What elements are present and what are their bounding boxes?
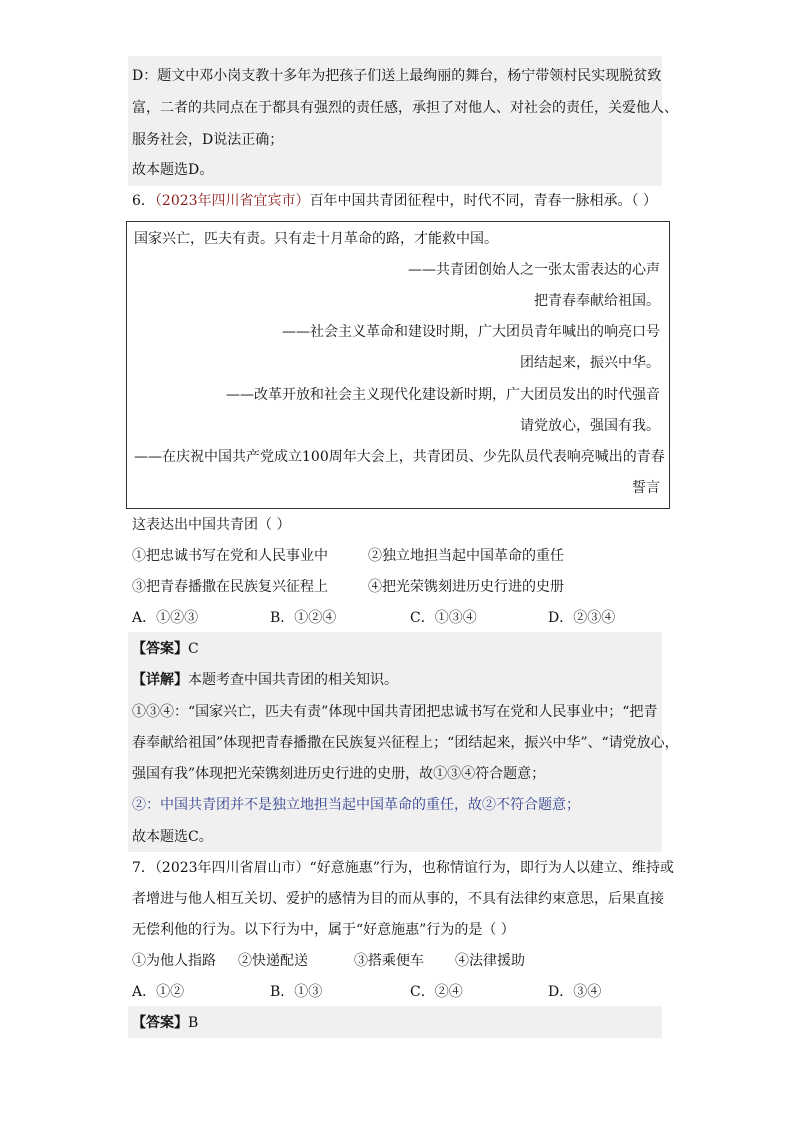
q6-quote-4-attribution-line1: ——在庆祝中国共产党成立100周年大会上，共青团员、少先队员代表响亮喊出的青春 (134, 449, 665, 465)
q6-option-3: ③把青春播撒在民族复兴征程上 (132, 579, 328, 595)
q6-answer-label: 【答案】 (132, 641, 188, 657)
q7-choice-b: B．①③ (270, 984, 323, 1000)
q7-answer (132, 1013, 198, 1033)
q6-quote-4: 请党放心，强国有我。 (520, 418, 660, 434)
q6-question: 这表达出中国共青团（ ） (132, 517, 291, 533)
q6-analysis-line4: ②：中国共青团并不是独立地担当起中国革命的重任，故②不符合题意； (132, 797, 580, 813)
q6-detail (132, 670, 398, 690)
q7-option-4: ④法律援助 (455, 953, 525, 969)
q6-choice-c: C．①③④ (410, 610, 477, 626)
q7-option-3: ③搭乘便车 (354, 953, 424, 969)
q6-quote-3-attribution: ——改革开放和社会主义现代化建设新时期，广大团员发出的时代强音 (226, 387, 660, 403)
q5-conclusion: 故本题选D。 (132, 162, 214, 178)
q6-quote-3: 团结起来，振兴中华。 (520, 355, 660, 371)
q6-quote-4-attribution-line2: 誓言 (632, 480, 660, 496)
q6-choice-a: A．①②③ (132, 610, 199, 626)
q7-answer-label: 【答案】 (132, 1015, 188, 1031)
q6-stem (132, 191, 657, 211)
q5-option-d-line1: D：题文中邓小岗支教十多年为把孩子们送上最绚丽的舞台，杨宁带领村民实现脱贫致 (132, 68, 662, 84)
q7-choice-c: C．②④ (410, 984, 463, 1000)
q7-answer-background (128, 1006, 662, 1038)
q7-choice-d: D．③④ (548, 984, 602, 1000)
q6-quote-1: 国家兴亡，匹夫有责。只有走十月革命的路，才能救中国。 (134, 231, 498, 247)
q6-quote-1-attribution: ——共青团创始人之一张太雷表达的心声 (408, 262, 660, 278)
q6-conclusion: 故本题选C。 (132, 829, 213, 845)
q6-option-4: ④把光荣镌刻进历史行进的史册 (368, 579, 564, 595)
q7-option-2: ②快递配送 (238, 953, 308, 969)
q7-stem-line3: 无偿利他的行为。以下行为中，属于“好意施惠”行为的是（ ） (132, 922, 515, 938)
q6-analysis-line2: 春奉献给祖国”体现把青春播撒在民族复兴征程上；“团结起来，振兴中华”、“请党放心， (132, 735, 679, 751)
q6-stem-text: 百年中国共青团征程中，时代不同，青春一脉相承。（ ） (309, 193, 658, 209)
q6-quote-2-attribution: ——社会主义革命和建设时期，广大团员青年喊出的响亮口号 (282, 324, 660, 340)
q6-analysis-line3: 强国有我”体现把光荣镌刻进历史行进的史册，故①③④符合题意； (132, 766, 546, 782)
q6-detail-text: 本题考查中国共青团的相关知识。 (188, 672, 398, 688)
q6-option-2: ②独立地担当起中国革命的重任 (368, 548, 564, 564)
q6-source: （2023年四川省宜宾市） (154, 193, 310, 209)
q6-choice-b: B．①②④ (270, 610, 337, 626)
q7-answer-value: B (188, 1015, 199, 1031)
q7-choice-a: A．①② (132, 984, 185, 1000)
q6-number: 6． (132, 193, 155, 209)
q6-answer-value: C (188, 641, 199, 657)
q7-stem-line1: 7．（2023年四川省眉山市）“好意施惠”行为，也称情谊行为，即行为人以建立、维持或 (132, 860, 674, 876)
q7-stem-line2: 者增进与他人相互关切、爱护的感情为目的而从事的，不具有法律约束意思，后果直接 (132, 891, 664, 907)
q6-analysis-line1: ①③④：“国家兴亡，匹夫有责”体现中国共青团把忠诚书写在党和人民事业中；“把青 (132, 704, 658, 720)
q6-option-1: ①把忠诚书写在党和人民事业中 (132, 548, 328, 564)
q7-option-1: ①为他人指路 (132, 953, 216, 969)
q6-quote-2: 把青春奉献给祖国。 (534, 293, 660, 309)
q5-option-d-line3: 服务社会，D说法正确； (132, 132, 284, 148)
q6-choice-d: D．②③④ (548, 610, 616, 626)
q6-answer (132, 639, 199, 659)
q6-detail-label: 【详解】 (132, 672, 188, 688)
q5-option-d-line2: 富，二者的共同点在于都具有强烈的责任感，承担了对他人、对社会的责任，关爱他人、 (132, 100, 678, 116)
